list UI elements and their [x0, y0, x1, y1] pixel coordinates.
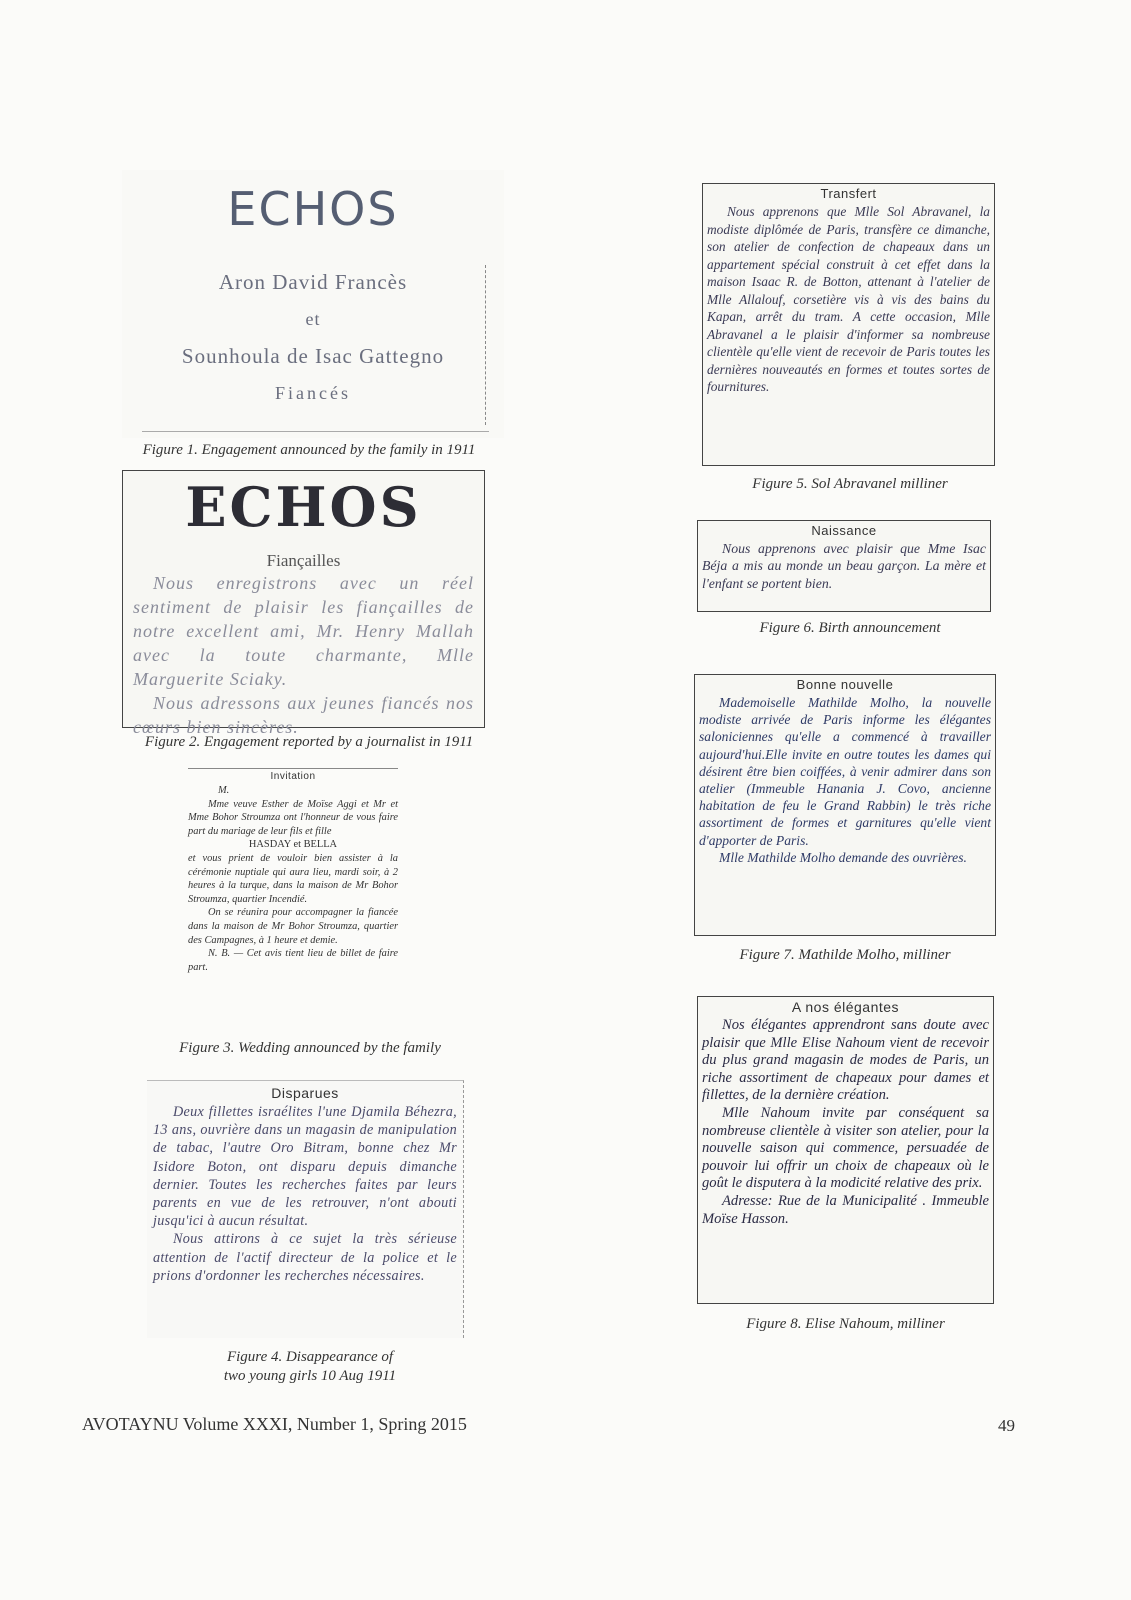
figure-8-clipping: [697, 996, 994, 1304]
figure-7-clipping: [694, 674, 996, 936]
caption-line: two young girls 10 Aug 1911: [223, 1368, 397, 1384]
clipping-title: Transfert: [820, 186, 877, 201]
article-body-3: On se réunira pour accompagner la fiancée dans la maison de Mr Bohor Stroumza, quartier des Campagnes, à 1 heure et demie.: [188, 907, 398, 946]
clipping-title: Bonne nouvelle: [796, 677, 894, 692]
figure-5-caption: Figure 5. Sol Abravanel milliner: [752, 476, 948, 492]
divider: [142, 431, 489, 432]
figure-3-caption: Figure 3. Wedding announced by the family: [179, 1040, 441, 1056]
figure-2-caption: Figure 2. Engagement reported by a journalist in 1911: [144, 734, 474, 750]
article-body: Nous apprenons avec plaisir que Mme Isac Béja a mis au monde un beau garçon. La mère et l'enfant se portent bien.: [702, 541, 986, 591]
article-body: Nous apprenons que Mlle Sol Abravanel, la modiste diplômée de Paris, transfère ce dimanche, son atelier de confection de chapeaux dans un appartement spécial construit à cet effet dans la maison Isaac R. de Botton, attenant à l'atelier de Mlle Allalouf, corsetière vis à vis des bains du Kapan, arrêt du tram. A cette occasion, Mlle Abravanel a le plaisir d'informer sa nombreuse clientèle qu'elle vient de recevoir de Paris toutes les dernières nouveautés en formes et toutes sortes de fournitures.: [707, 204, 990, 394]
section-title: Fiançailles: [266, 551, 341, 570]
masthead: ECHOS: [185, 475, 422, 539]
figure-6-clipping: [697, 520, 991, 612]
article-body-3: Adresse: Rue de la Municipalité . Immeuble Moïse Hasson.: [702, 1192, 989, 1227]
status-word: Fiancés: [275, 383, 351, 403]
figure-3-clipping: [184, 768, 402, 1030]
article-body-2: Nous attirons à ce sujet la très sérieuse attention de l'actif directeur de la police et le prions d'ordonner les recherches nécessaires.: [153, 1231, 457, 1284]
article-body: Deux fillettes israélites l'une Djamila Béhezra, 13 ans, ouvrière dans un magasin de manipulation de tabac, l'autre Oro Bitram, bonne chez Mr Isidore Boton, ont disparu depuis dimanche dernier. Toutes les recherches faites par leurs parents en vue de les retrouver, n'ont abouti jusqu'ici à aucun résultat.: [153, 1104, 457, 1230]
figure-4-clipping: [147, 1080, 464, 1338]
clipping-title: Invitation: [188, 768, 398, 782]
article-body-2: Mlle Nahoum invite par conséquent sa nombreuse clientèle à visiter son atelier, pour la nouvelle saison qui commence, persuadée de pouvoir lui offrir un choix de chapeaux où le goût le disputera à la modicité relative des prix.: [702, 1104, 989, 1192]
clipping-title: A nos élégantes: [791, 999, 900, 1015]
figure-4-caption: [190, 1348, 430, 1386]
groom-name: Aron David Francès: [218, 270, 408, 294]
note: N. B. — Cet avis tient lieu de billet de faire part.: [188, 948, 398, 973]
clipping-title: Disparues: [271, 1085, 339, 1101]
divider: [485, 265, 486, 425]
article-body: Mme veuve Esther de Moïse Aggi et Mr et Mme Bohor Stroumza ont l'honneur de vous faire part du mariage de leur fils et fille: [188, 798, 398, 837]
conjunction: et: [305, 309, 321, 329]
journal-footer: AVOTAYNU Volume XXXI, Number 1, Spring 2015: [82, 1414, 467, 1434]
figure-2-clipping: [122, 470, 485, 737]
article-body: Nous enregistrons avec un réel sentiment de plaisir les fiançailles de notre excellent ami, Mr. Henry Mallah avec la toute charmante, Mlle Marguerite Sciaky.: [133, 573, 474, 689]
figure-6-caption: Figure 6. Birth announcement: [759, 620, 941, 636]
article-body-2: Nous adressons aux jeunes fiancés nos cœurs bien sincères.: [133, 693, 474, 737]
figure-5-clipping: [702, 183, 995, 466]
clipping-title: Naissance: [811, 523, 877, 538]
bride-name: Sounhoula de Isac Gattegno: [181, 344, 445, 368]
article-body-2: et vous prient de vouloir bien assister à la cérémonie nuptiale qui aura lieu, mardi soir, à 2 heures à la turque, dans la maison de Mr Bohor Stroumza, quartier Incendié.: [188, 852, 398, 905]
page-number: 49: [998, 1416, 1015, 1435]
couple-names: HASDAY et BELLA: [248, 839, 338, 851]
article-body: Nos élégantes apprendront sans doute avec plaisir que Mlle Elise Nahoum vient de recevoir du plus grand magasin de modes de Paris, un riche assortiment de chapeaux pour dames et fillettes, de la dernière création.: [702, 1017, 989, 1104]
figure-1-caption: Figure 1. Engagement announced by the family in 1911: [142, 442, 476, 458]
figure-1-clipping: [122, 170, 504, 438]
caption-line: Figure 4. Disappearance of: [226, 1349, 394, 1365]
article-body: Mademoiselle Mathilde Molho, la nouvelle modiste arrivée de Paris informe les élégantes saloniciennes qu'elle a commencé à travailler aujourd'hui.Elle invite en outre toutes les dames qui désirent être bien coiffées, à venir admirer dans son atelier (Immeuble Hanania J. Covo, ancienne habitation de feu le Grand Rabbin) le très riche assortiment de formes et garnitures qu'elle vient d'apporter de Paris.: [699, 695, 991, 848]
figure-8-caption: Figure 8. Elise Nahoum, milliner: [746, 1316, 945, 1332]
figure-7-caption: Figure 7. Mathilde Molho, milliner: [739, 947, 951, 963]
salutation: M.: [218, 785, 230, 796]
article-body-2: Mlle Mathilde Molho demande des ouvrières.: [719, 849, 967, 865]
masthead: ECHOS: [227, 182, 399, 236]
